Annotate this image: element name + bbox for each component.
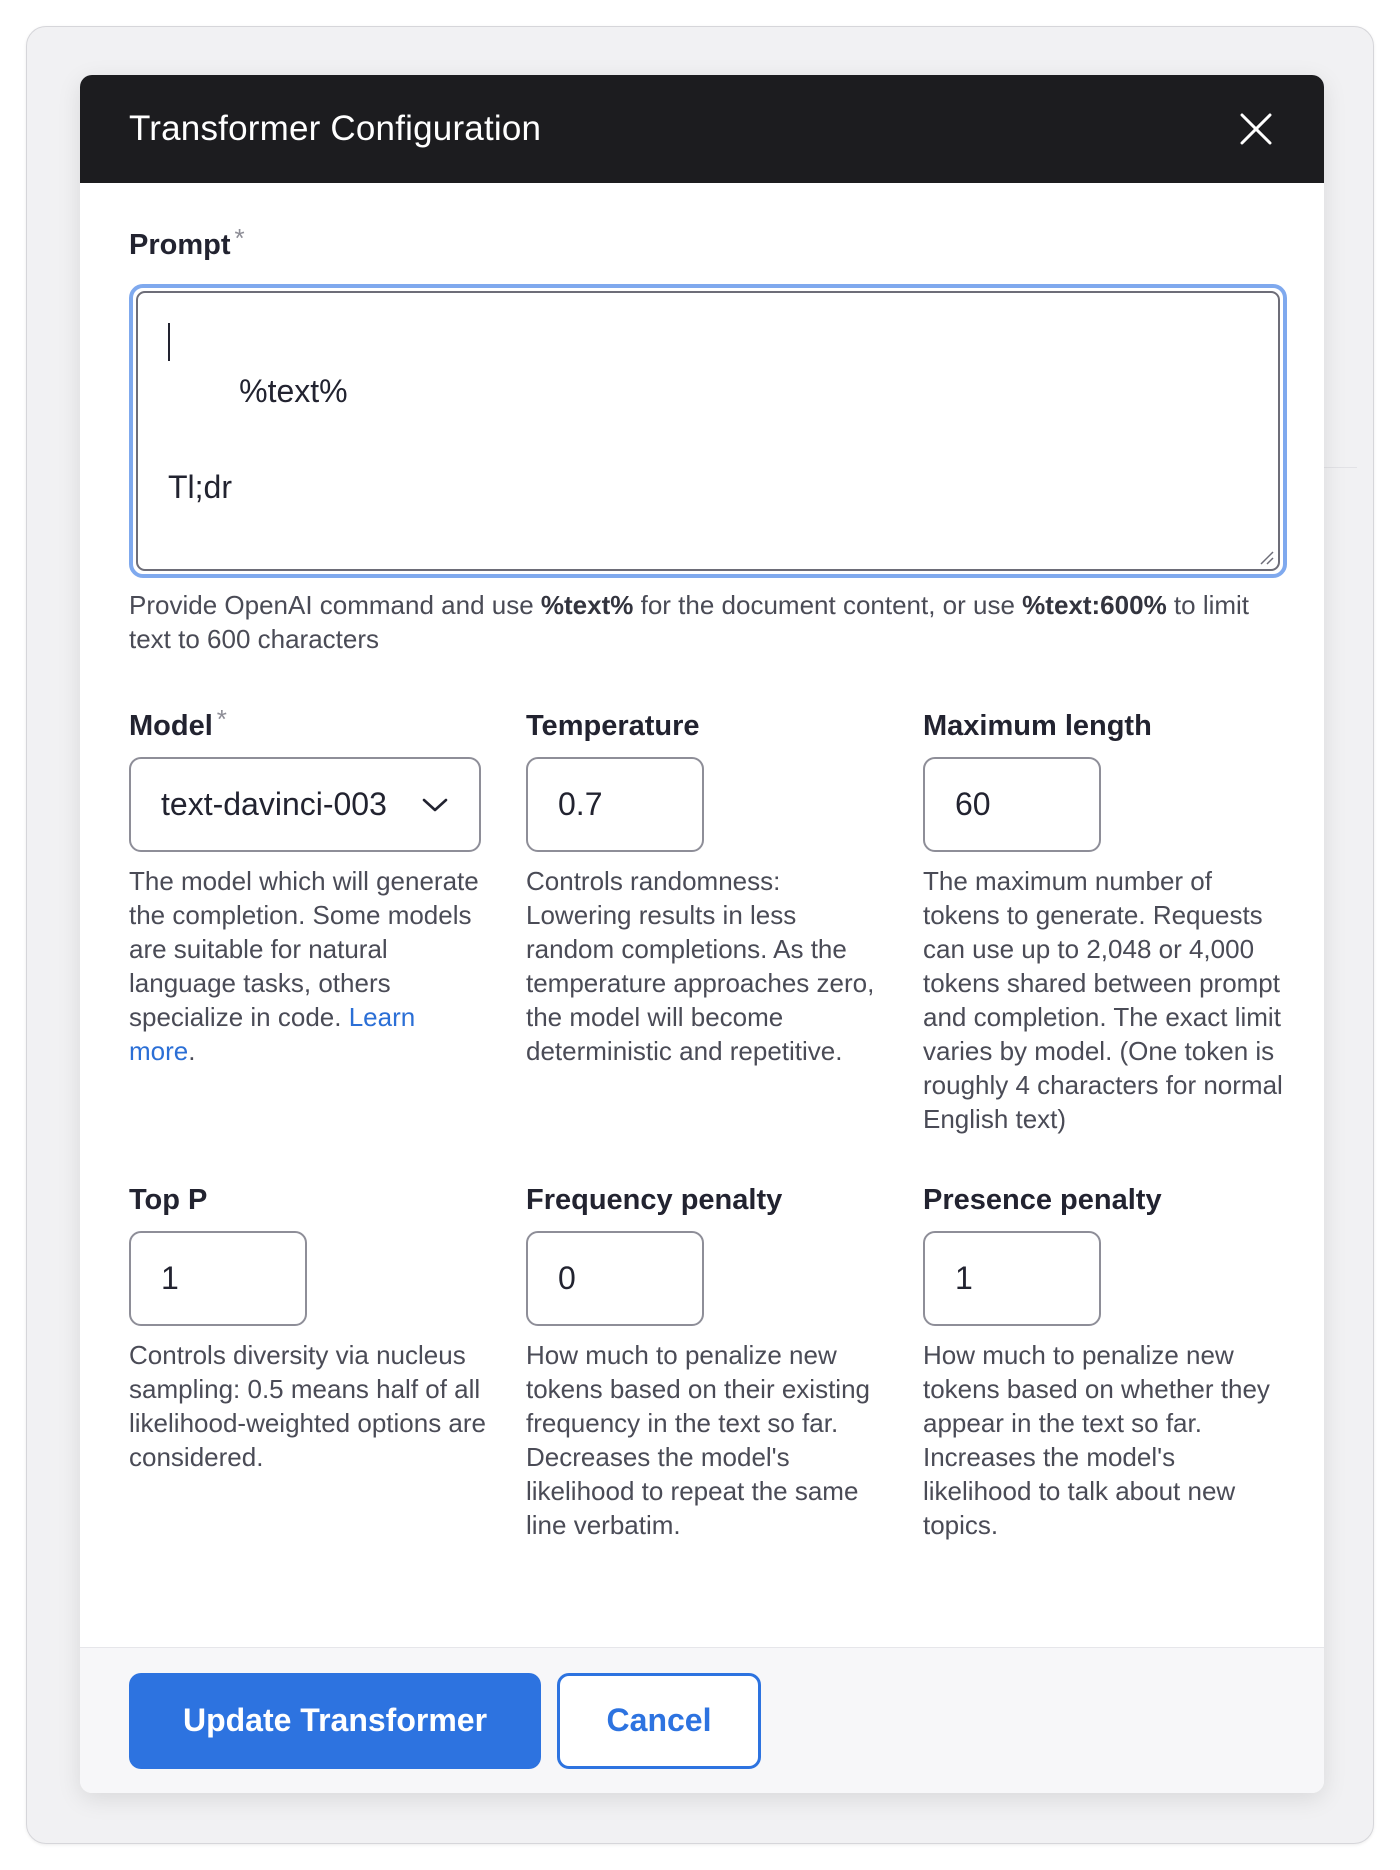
model-help — [129, 864, 488, 1068]
parameters-grid — [129, 704, 1283, 1542]
dialog-titlebar — [80, 75, 1324, 183]
presence-penalty-label: Presence penalty — [923, 1184, 1162, 1216]
model-label: Model — [129, 710, 213, 742]
model-select[interactable] — [129, 757, 481, 852]
prompt-help-text: for the document content, or use — [633, 590, 1023, 620]
chevron-down-icon — [421, 796, 449, 814]
prompt-focus-ring — [129, 284, 1287, 578]
temperature-field — [526, 710, 923, 1136]
prompt-textarea[interactable] — [136, 291, 1280, 571]
prompt-help-text: Provide OpenAI command and use — [129, 590, 541, 620]
prompt-help-text: to limit text to 600 characters — [129, 590, 1250, 654]
temperature-value: 0.7 — [558, 786, 603, 822]
top-p-field — [129, 1184, 526, 1542]
presence-penalty-help: How much to penalize new tokens based on whether they appear in the text so far. Increases the model's likelihood to talk about new topics. — [923, 1340, 1270, 1540]
prompt-text: %text% Tl;dr — [168, 373, 348, 505]
dialog-footer — [80, 1647, 1324, 1793]
prompt-label: Prompt — [129, 229, 231, 261]
dialog-title: Transformer Configuration — [129, 109, 542, 148]
max-length-help: The maximum number of tokens to generate. Requests can use up to 2,048 or 4,000 tokens shared between prompt and completion. The exact limit varies by model. (One token is roughly 4 characters for normal English text) — [923, 866, 1283, 1134]
frequency-penalty-input[interactable] — [526, 1231, 704, 1326]
top-p-label: Top P — [129, 1184, 208, 1216]
required-marker: * — [216, 704, 227, 734]
presence-penalty-input[interactable] — [923, 1231, 1101, 1326]
max-length-label: Maximum length — [923, 710, 1152, 742]
update-transformer-button[interactable]: Update Transformer — [129, 1673, 541, 1769]
presence-penalty-value: 1 — [955, 1260, 973, 1296]
learn-more-link[interactable]: Learn more — [129, 1002, 416, 1066]
cancel-button[interactable]: Cancel — [557, 1673, 761, 1769]
close-button[interactable] — [1236, 109, 1276, 149]
top-p-help: Controls diversity via nucleus sampling: 0.5 means half of all likelihood-weighted options are considered. — [129, 1340, 487, 1472]
prompt-help-token: %text:600% — [1022, 590, 1167, 620]
frequency-penalty-value: 0 — [558, 1260, 576, 1296]
max-length-field — [923, 710, 1287, 1136]
dialog-body — [80, 183, 1324, 1542]
model-field — [129, 704, 526, 1136]
temperature-label: Temperature — [526, 710, 700, 742]
model-help-suffix: . — [188, 1036, 196, 1066]
frequency-penalty-help: How much to penalize new tokens based on their existing frequency in the text so far. Decreases the model's likelihood to repeat the same line verbatim. — [526, 1340, 870, 1540]
top-p-value: 1 — [161, 1260, 179, 1296]
model-select-value: text-davinci-003 — [161, 786, 387, 822]
prompt-help — [129, 588, 1275, 656]
close-icon — [1236, 109, 1276, 149]
frequency-penalty-field — [526, 1184, 923, 1542]
temperature-help: Controls randomness: Lowering results in less random completions. As the temperature approaches zero, the model will become deterministic and repetitive. — [526, 866, 875, 1066]
model-help-text: The model which will generate the completion. Some models are suitable for natural language tasks, others specialize in code. — [129, 866, 479, 1032]
max-length-value: 60 — [955, 786, 991, 822]
presence-penalty-field — [923, 1184, 1287, 1542]
transformer-config-dialog — [80, 75, 1324, 1793]
temperature-input[interactable] — [526, 757, 704, 852]
frequency-penalty-label: Frequency penalty — [526, 1184, 783, 1216]
top-p-input[interactable] — [129, 1231, 307, 1326]
text-caret — [168, 323, 170, 361]
prompt-label-row — [129, 223, 1275, 262]
prompt-help-token: %text% — [540, 590, 634, 620]
max-length-input[interactable] — [923, 757, 1101, 852]
resize-grip-icon[interactable] — [1258, 549, 1274, 565]
required-marker: * — [234, 223, 245, 253]
